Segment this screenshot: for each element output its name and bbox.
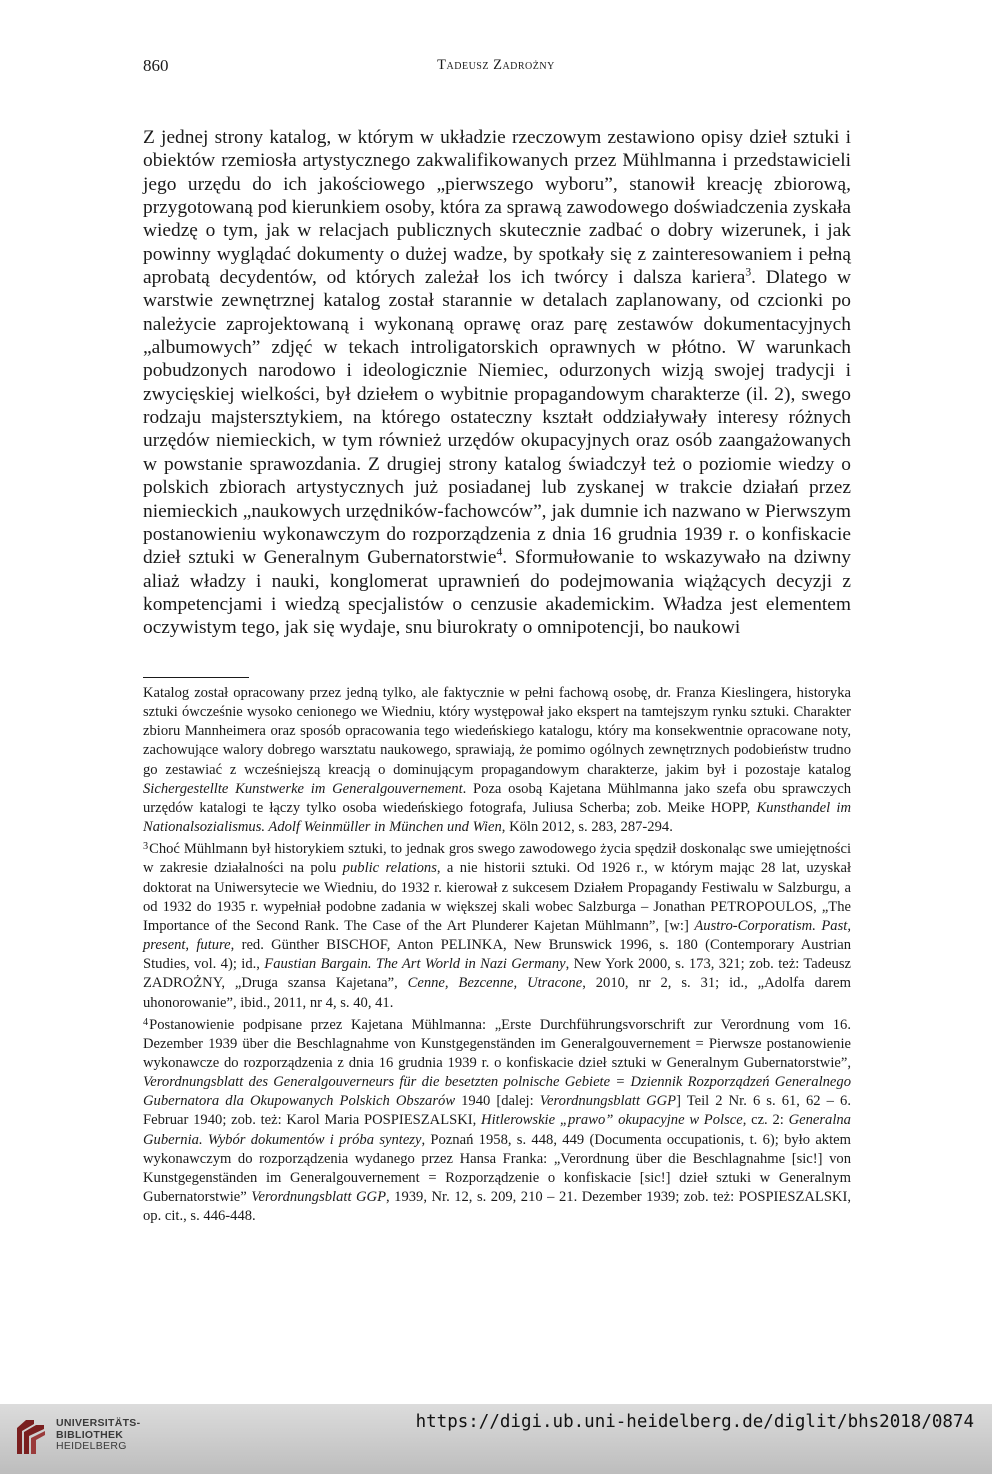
body-text-part-2: . Dlatego w warstwie zewnętrznej katalog został starannie w detalach zaplanowany, od czcionki po należycie zaprojektowaną i wykonaną oprawę oraz parę zestawów dokumentacyjnych „albumowych” zdjęć w tekach introligatorskich oprawnych w płótno. W warunkach pobudzonych narodowo i ideologicznie Niemiec, odurzonych wizją swojej tradycji i zwycięskiej wielkości, był dziełem o wybitnie propagandowym charakterze (il. 2), swego rodzaju majstersztykiem, na którego ostateczny kształt oddziaływały interesy różnych urzędów niemieckich, w tym również urzędów okupacyjnych oraz osób zaangażowanych w powstanie sprawozdania. Z drugiej strony katalog świadczył też o poziomie wiedzy o polskich zbiorach artystycznych już posiadanej lub zyskanej w trakcie działań przez niemieckich „naukowych urzędników-fachowców”, jak dumnie ich nazwano w Pierwszym postanowieniu wykonawczym do rozporządzenia z dnia 16 grudnia 1939 r. o konfiskacie dzieł sztuki w Generalnym Gubernatorstwie	[143, 267, 852, 569]
fn3-text: , New York 2000, s. 173, 321; zob. też: Tadeusz ZADROŻNY, „Druga szansa Kajetana”,	[143, 956, 851, 992]
library-name[interactable]	[56, 1418, 140, 1453]
body-paragraph	[143, 126, 851, 640]
footnote-4	[143, 1013, 851, 1227]
footnote-2	[143, 684, 851, 837]
fn4-number: 4	[143, 1016, 149, 1028]
fn3-text: , a nie historii sztuki. Od 1926 r., w którym mając 28 lat, uzyskał doktorat na Uniwersytecie we Wiedniu, do 1932 r. kierował z sukcesem Działem Propagandy Festiwalu w Salzburgu, a od 1932 do 1935 r. wypełniał podobne zadania w większej skali wobec Salzburga – Jonathan PETROPOULOS, „The Importance of the Second Rank. The Case of the Art Plunderer Kajetan Mühlmann”, [w:]	[143, 860, 851, 934]
fn2-text: . Poza osobą Kajetana Mühlmanna jako szefa obu sprawczych urzędów katalogi te łączy tylko osoba wiedeńskiego fotografa, Juliusa Scherba; zob. Meike HOPP,	[143, 780, 852, 816]
fn4-text: , Poznań 1958, s. 448, 449 (Documenta occupationis, t. 6); było aktem wykonawczym do rozporządzenia wydanego przez Hansa Franka: „Verordnung über die Beschlagnahme [sic!] von Kunstgegenständen im Generalgouvernement = Rozporządzenie o konfiskacie [sic!] dzieł sztuki w Generalnym Gubernatorstwie”	[143, 1131, 851, 1206]
footnote-3	[143, 837, 851, 1012]
fn2-italic-title: Sichergestellte Kunstwerke im Generalgouvernement	[143, 780, 463, 797]
footnote-ref-3[interactable]: 3	[745, 265, 752, 279]
fn2-text: Katalog został opracowany przez jedną tylko, ale faktycznie w pełni fachową osobę, dr. Franza Kieslingera, historyka sztuki ówcześnie wysoko cenionego we Wiedniu, który występował jako ekspert na tamtejszym rynku sztuki. Charakter zbioru Mannheimera oraz sposób opracowania tego wiedeńskiego katalogu, który ma konsekwentnie opracowane noty, zachowujące walory dobrego warsztatu naukowego, sprawiają, że pomimo ogólnych zewnętrznych podobieństw trudno go zestawiać z wcześniejszą kreacją o dominującym propagandowym charakterze, jakim był i pozostaje katalog	[143, 685, 851, 778]
running-head-author: Tadeusz Zadrożny	[437, 57, 555, 73]
footer-bar	[0, 1404, 992, 1474]
page-number: 860	[143, 56, 169, 75]
fn3-text: , 2010, nr 2, s. 31; id., „Adolfa darem uhonorowanie”, ibid., 2011, nr 4, s. 40, 41.	[143, 975, 851, 1011]
fn4-italic: Verordnungsblatt des Generalgouverneurs für die besetzten polnische Gebiete = Dziennik Rozporządzeń Generalnego Gubernatora dla Okupowanych Polskich Obszarów	[143, 1074, 851, 1110]
body-text-part-1: Z jednej strony katalog, w którym w układzie rzeczowym zestawiono opisy dzieł sztuki i obiektów rzemiosła artystycznego zakwalifikowanych przez Mühlmanna i przedstawicieli jego urzędu do ich jakościowego „pierwszego wyboru”, stanowił kreację zbiorową, przygotowaną pod kierunkiem osoby, która za sprawą zawodowego doświadczenia zyskała wiedzę o tym, jak w relacjach publicznych skutecznie zadbać o dobry wizerunek, i jak powinny wyglądać dokumenty o dużej wadze, by spotkały się z zainteresowaniem i pełną aprobatą decydentów, od których zależał los ich twórcy i dalsza kariera	[143, 127, 851, 289]
fn3-italic: Cenne, Bezcenne, Utracone	[407, 975, 583, 992]
fn4-italic: Verordnungsblatt GGP	[539, 1093, 677, 1110]
fn3-number: 3	[143, 841, 149, 853]
library-name-line: UNIVERSITÄTS-	[56, 1417, 141, 1429]
running-head	[0, 57, 992, 74]
footnotes	[143, 684, 851, 1226]
fn4-italic: Hitlerowskie „prawo” okupacyjne w Polsce	[481, 1112, 743, 1129]
fn2-text: , Köln 2012, s. 283, 287-294.	[501, 819, 673, 836]
fn2-italic-title: Kunsthandel im Nationalsozialismus. Adolf Weinmüller in München und Wien	[143, 799, 852, 836]
body-text-part-3: . Sformułowanie to wskazywało na dziwny aliaż władzy i nauki, konglomerat uprawnień do podejmowania wiążących decyzji z kompetencjami i wiedzą specjalistów o cenzusie akademickim. Władza jest elementem oczywistym tego, jak się wydaje, snu biurokraty o omnipotencji, bo naukowi	[143, 547, 851, 639]
library-city: HEIDELBERG	[56, 1440, 127, 1452]
fn4-text: , 1939, Nr. 12, s. 209, 210 – 21. Dezember 1939; zob. też: POSPIESZALSKI, op. cit., s. 446-448.	[143, 1189, 851, 1225]
fn3-text: Choć Mühlmann był historykiem sztuki, to jednak gros swego zawodowego życia spędził doskonaląc swe umiejętności w zakresie działalności na polu	[143, 841, 851, 877]
footnote-separator	[143, 677, 249, 678]
fn3-italic: public relations	[342, 860, 437, 877]
ub-heidelberg-logo-icon[interactable]	[14, 1418, 48, 1456]
fn4-text: Postanowienie podpisane przez Kajetana Mühlmanna: „Erste Durchführungsvorschrift zur Verordnung vom 16. Dezember 1939 über die Beschlagnahme von Kunstgegenständen im Generalgouvernement = Pierwsze postanowienie wykonawcze do rozporządzenia z dnia 16 grudnia 1939 r. o konfiskacie dzieł sztuki w Generalnym Gubernatorstwie”,	[143, 1016, 851, 1071]
fn4-italic: Verordnungsblatt GGP	[251, 1189, 386, 1206]
fn3-text: , red. Günther BISCHOF, Anton PELINKA, New Brunswick 1996, s. 180 (Contemporary Austrian Studies, vol. 4); id.,	[143, 937, 852, 973]
fn3-italic: Austro-Corporatism. Past, present, future	[143, 917, 851, 954]
library-name-line: BIBLIOTHEK	[56, 1428, 124, 1441]
fn3-italic: Faustian Bargain. The Art World in Nazi Germany	[264, 956, 566, 973]
fn4-text: , cz. 2:	[742, 1112, 789, 1129]
fn4-text: ] Teil 2 Nr. 6 s. 61, 62 – 6. Februar 1940; zob. też: Karol Maria POSPIESZALSKI,	[143, 1093, 851, 1129]
fn4-italic: Generalna Gubernia. Wybór dokumentów i próba syntezy	[143, 1112, 851, 1148]
source-url-link[interactable]: https://digi.ub.uni-heidelberg.de/diglit/bhs2018/0874	[415, 1412, 974, 1432]
footnote-ref-4[interactable]: 4	[496, 545, 503, 559]
fn4-text: 1940 [dalej:	[455, 1093, 540, 1110]
